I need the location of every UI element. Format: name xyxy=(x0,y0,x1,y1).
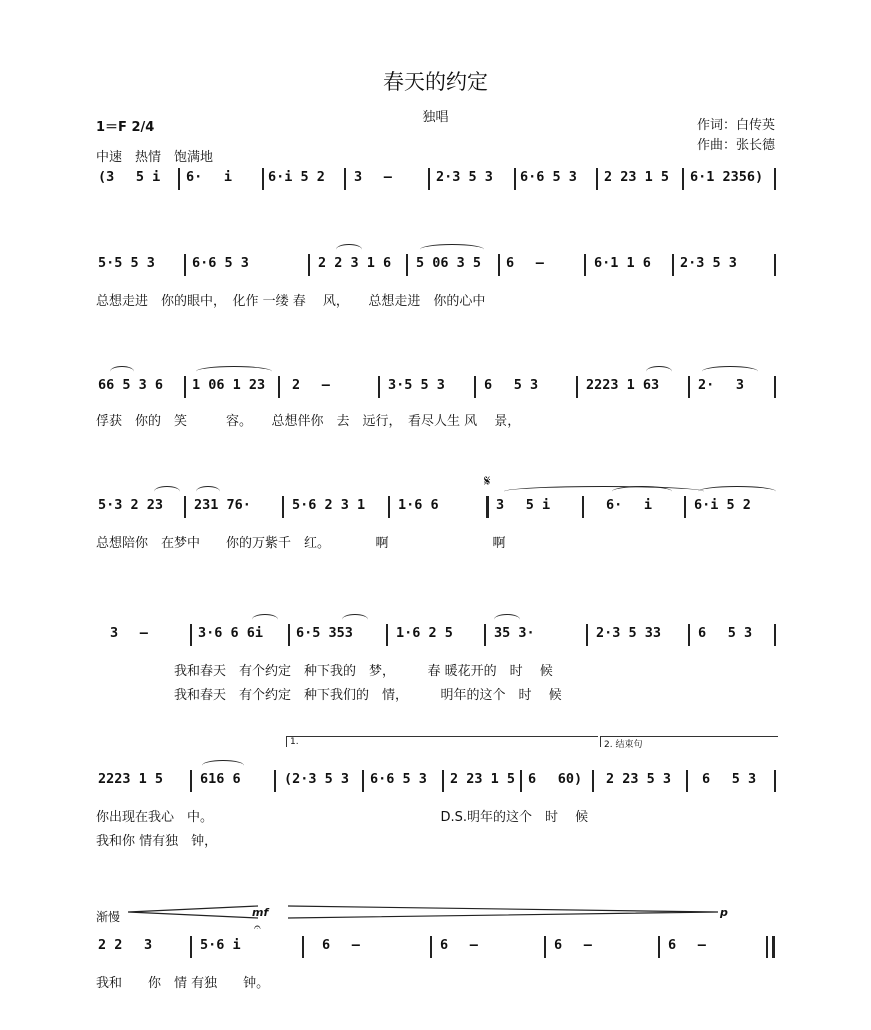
barline xyxy=(288,624,290,646)
barline xyxy=(474,376,476,398)
measure: (3 5 i xyxy=(98,169,161,185)
barline xyxy=(190,936,192,958)
lyric-line: 总想陪你 在梦中 你的万紫千 红。 啊 啊 xyxy=(96,536,506,551)
song-subtitle: 独唱 xyxy=(422,110,449,125)
final-barline xyxy=(772,936,775,958)
barline xyxy=(592,770,594,792)
notes-row xyxy=(96,620,776,646)
measure: 5·6 2 3 1 xyxy=(292,497,366,513)
barline xyxy=(178,168,180,190)
measure: 6· i xyxy=(606,497,653,513)
barline xyxy=(576,376,578,398)
measure: 2 – xyxy=(292,377,330,393)
measure: 6 5 3 xyxy=(702,771,757,787)
lyric-line: 我和 你 情 有独 钟。 xyxy=(96,976,270,991)
slur-mark xyxy=(342,614,368,625)
barline xyxy=(544,936,546,958)
measure: 6 – xyxy=(506,255,544,271)
measure: 6·6 5 3 xyxy=(370,771,427,787)
measure: 66 5 3 6 xyxy=(98,377,164,393)
lyric-line: 你出现在我心 中。 D.S.明年的这个 时 候 xyxy=(96,810,589,825)
barline xyxy=(486,496,489,518)
measure: 5·3 2 23 xyxy=(98,497,164,513)
barline xyxy=(596,168,598,190)
crescendo-hairpin-icon xyxy=(288,904,728,920)
lyric-line: 我和你 情有独 钟， xyxy=(96,834,218,849)
segno-icon: 𝄋 xyxy=(484,472,491,490)
measure: 1·6 6 xyxy=(398,497,439,513)
measure: 1 06 1 23 xyxy=(192,377,266,393)
slur-mark xyxy=(646,366,672,377)
measure: 2223 1 5 xyxy=(98,771,164,787)
measure: 3 – xyxy=(354,169,392,185)
slur-mark xyxy=(420,244,484,255)
slur-mark xyxy=(612,486,672,497)
barline xyxy=(386,624,388,646)
composer-credit: 作曲：张长德 xyxy=(696,138,775,153)
measure: 6·6 5 3 xyxy=(192,255,249,271)
measure: 6·6 5 3 xyxy=(520,169,577,185)
barline xyxy=(190,624,192,646)
barline xyxy=(428,168,430,190)
barline xyxy=(688,624,690,646)
barline xyxy=(378,376,380,398)
barline xyxy=(302,936,304,958)
lyric-line: 俘获 你的 笑 容。 总想伴你 去 远行， 看尽人生 风 景， xyxy=(96,414,521,429)
dynamic-mf: mf xyxy=(252,906,269,919)
volta-bracket-1: 1. xyxy=(286,736,598,747)
measure: 1·6 2 5 xyxy=(396,625,453,641)
barline xyxy=(520,770,522,792)
slur-mark xyxy=(702,366,758,377)
measure: 6 5 3 xyxy=(698,625,753,641)
measure: 2223 1 63 xyxy=(586,377,660,393)
barline xyxy=(586,624,588,646)
measure: 6·5 353 xyxy=(296,625,353,641)
measure: 5 06 3 5 xyxy=(416,255,482,271)
barline xyxy=(684,496,686,518)
diminuendo-hairpin-icon xyxy=(128,904,268,920)
notes-row xyxy=(96,164,776,190)
slur-mark xyxy=(494,614,520,625)
barline xyxy=(262,168,264,190)
barline xyxy=(184,496,186,518)
measure: 2·3 5 3 xyxy=(436,169,493,185)
barline xyxy=(184,376,186,398)
lyric-line: 我和春天 有个约定 种下我的 梦， 春 暖花开的 时 候 xyxy=(96,664,553,679)
slur-mark xyxy=(196,486,220,497)
key-signature: 1＝F 2/4 xyxy=(96,120,155,135)
measure: 35 3· xyxy=(494,625,535,641)
slur-mark xyxy=(698,486,776,497)
barline xyxy=(190,770,192,792)
measure: 2 2 3 xyxy=(98,937,153,953)
barline xyxy=(582,496,584,518)
barline xyxy=(484,624,486,646)
notes-row xyxy=(96,492,776,518)
measure: 6 5 3 xyxy=(484,377,539,393)
barline xyxy=(498,254,500,276)
barline xyxy=(672,254,674,276)
measure: 6 – xyxy=(322,937,360,953)
lyric-line: 我和春天 有个约定 种下我们的 情， 明年的这个 时 候 xyxy=(96,688,562,703)
song-title: 春天的约定 xyxy=(383,70,488,94)
barline xyxy=(774,376,776,398)
notes-row xyxy=(96,766,776,792)
measure: 616 6 xyxy=(200,771,241,787)
notes-row xyxy=(96,932,776,958)
slur-mark xyxy=(154,486,180,497)
measure: 2 23 5 3 xyxy=(606,771,672,787)
measure: 2 2 3 1 6 xyxy=(318,255,392,271)
measure: 2· 3 xyxy=(698,377,745,393)
barline xyxy=(774,254,776,276)
slur-mark xyxy=(252,614,278,625)
fermata-icon: 𝄐 xyxy=(254,920,261,934)
barline xyxy=(584,254,586,276)
notes-row xyxy=(96,372,776,398)
barline xyxy=(442,770,444,792)
barline xyxy=(774,624,776,646)
measure: 6 60) xyxy=(528,771,583,787)
barline xyxy=(282,496,284,518)
measure: 2 23 1 5 xyxy=(450,771,516,787)
measure: 6·1 1 6 xyxy=(594,255,651,271)
measure: 5·5 5 3 xyxy=(98,255,155,271)
dynamic-p: p xyxy=(720,906,728,919)
barline xyxy=(774,168,776,190)
barline xyxy=(774,770,776,792)
measure: 3·5 5 3 xyxy=(388,377,445,393)
measure: 2 23 1 5 xyxy=(604,169,670,185)
slur-mark xyxy=(110,366,134,377)
barline xyxy=(682,168,684,190)
barline xyxy=(766,936,768,958)
barline xyxy=(430,936,432,958)
measure: 6 – xyxy=(554,937,592,953)
barline xyxy=(388,496,390,518)
slur-mark xyxy=(504,486,704,497)
barline xyxy=(362,770,364,792)
measure: 6·1 2356) xyxy=(690,169,764,185)
slur-mark xyxy=(336,244,362,255)
tempo-marking: 中速 热情 饱满地 xyxy=(96,150,214,165)
barline xyxy=(344,168,346,190)
measure: 6 – xyxy=(668,937,706,953)
measure: 6·i 5 2 xyxy=(268,169,325,185)
measure: 3·6 6 6i xyxy=(198,625,264,641)
measure: 6· i xyxy=(186,169,233,185)
measure: 6·i 5 2 xyxy=(694,497,751,513)
measure: 3 – xyxy=(110,625,148,641)
lyric-line: 总想走进 你的眼中， 化作 一缕 春 风， 总想走进 你的心中 xyxy=(96,294,486,309)
slur-mark xyxy=(202,760,244,771)
notes-row xyxy=(96,250,776,276)
barline xyxy=(514,168,516,190)
slur-mark xyxy=(196,366,272,377)
barline xyxy=(688,376,690,398)
barline xyxy=(278,376,280,398)
barline xyxy=(406,254,408,276)
barline xyxy=(308,254,310,276)
measure: 2·3 5 33 xyxy=(596,625,662,641)
barline xyxy=(686,770,688,792)
measure: (2·3 5 3 xyxy=(284,771,350,787)
barline xyxy=(274,770,276,792)
measure: 6 – xyxy=(440,937,478,953)
barline xyxy=(658,936,660,958)
lyricist-credit: 作词：白传英 xyxy=(696,118,775,133)
barline xyxy=(184,254,186,276)
measure: 2·3 5 3 xyxy=(680,255,737,271)
measure: 5·6 i xyxy=(200,937,241,953)
ritardando-marking: 渐慢 xyxy=(96,910,121,924)
volta-bracket-2: 2. 结束句 xyxy=(600,736,778,747)
measure: 231 76· xyxy=(194,497,251,513)
measure: 3 5 i xyxy=(496,497,551,513)
